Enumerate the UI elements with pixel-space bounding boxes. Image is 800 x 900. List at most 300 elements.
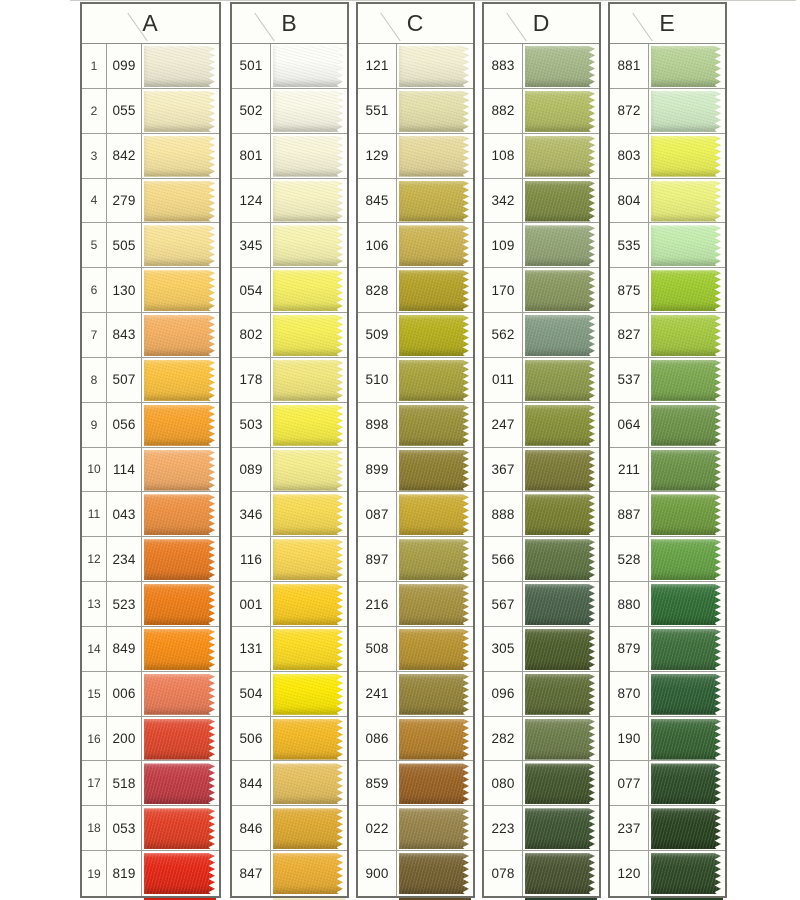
swatch-cell — [523, 89, 599, 133]
thread-row — [232, 268, 347, 313]
thread-ribbon — [651, 808, 721, 849]
swatch-cell — [523, 582, 599, 626]
thread-row — [610, 806, 725, 851]
thread-row — [358, 89, 473, 134]
swatch-cell — [397, 89, 473, 133]
thread-ribbon — [399, 360, 469, 401]
thread-code: 551 — [358, 89, 397, 133]
thread-code: 828 — [358, 268, 397, 312]
thread-ribbon — [399, 808, 469, 849]
thread-ribbon — [525, 46, 595, 87]
header-letter: D — [532, 10, 551, 36]
swatch-cell — [397, 134, 473, 178]
thread-row — [82, 806, 219, 851]
swatch-cell — [271, 672, 347, 716]
thread-ribbon — [144, 808, 215, 849]
thread-code: 170 — [484, 268, 523, 312]
thread-row — [358, 806, 473, 851]
column-header — [232, 4, 347, 44]
thread-row — [232, 582, 347, 627]
thread-row — [610, 134, 725, 179]
swatch-cell — [523, 537, 599, 581]
row-number: 12 — [82, 537, 107, 581]
thread-ribbon — [144, 315, 215, 356]
row-number: 8 — [82, 358, 107, 402]
swatch-cell — [142, 403, 219, 447]
header-letter: A — [142, 10, 159, 36]
thread-code: 055 — [107, 89, 142, 133]
swatch-cell — [142, 672, 219, 716]
thread-ribbon — [525, 225, 595, 266]
thread-row — [484, 806, 599, 851]
thread-code: 130 — [107, 268, 142, 312]
column-E — [608, 2, 727, 898]
swatch-cell — [649, 179, 725, 223]
column-header — [358, 4, 473, 44]
thread-row — [484, 223, 599, 268]
thread-ribbon — [273, 136, 343, 177]
thread-ribbon — [651, 315, 721, 356]
thread-row — [232, 672, 347, 717]
thread-row — [82, 223, 219, 268]
swatch-cell — [271, 313, 347, 357]
thread-ribbon — [525, 719, 595, 760]
thread-row — [358, 672, 473, 717]
thread-code: 900 — [358, 851, 397, 896]
thread-ribbon — [273, 181, 343, 222]
thread-code: 080 — [484, 761, 523, 805]
thread-row — [610, 44, 725, 89]
thread-ribbon — [651, 539, 721, 580]
thread-row — [82, 717, 219, 762]
thread-code: 819 — [107, 851, 142, 896]
column-A — [80, 2, 221, 898]
thread-code: 053 — [107, 806, 142, 850]
swatch-cell — [142, 313, 219, 357]
swatch-cell — [397, 806, 473, 850]
row-number: 5 — [82, 223, 107, 267]
header-letter: E — [659, 10, 676, 36]
thread-ribbon — [273, 853, 343, 894]
thread-code: 216 — [358, 582, 397, 626]
thread-ribbon — [399, 450, 469, 491]
swatch-cell — [142, 448, 219, 492]
thread-ribbon — [144, 584, 215, 625]
swatch-cell — [397, 537, 473, 581]
thread-row — [484, 627, 599, 672]
thread-row — [232, 223, 347, 268]
thread-ribbon — [144, 360, 215, 401]
thread-code: 001 — [232, 582, 271, 626]
swatch-cell — [523, 313, 599, 357]
thread-code: 802 — [232, 313, 271, 357]
thread-row — [610, 358, 725, 403]
swatch-cell — [142, 717, 219, 761]
thread-row — [232, 851, 347, 896]
thread-ribbon — [525, 629, 595, 670]
thread-ribbon — [144, 225, 215, 266]
swatch-cell — [142, 537, 219, 581]
thread-row — [232, 44, 347, 89]
column-D — [482, 2, 601, 898]
thread-code: 849 — [107, 627, 142, 671]
thread-code: 888 — [484, 492, 523, 536]
thread-ribbon — [273, 360, 343, 401]
thread-row — [232, 179, 347, 224]
thread-code: 883 — [484, 44, 523, 88]
thread-ribbon — [273, 763, 343, 804]
thread-row — [358, 223, 473, 268]
thread-ribbon — [144, 136, 215, 177]
thread-code: 562 — [484, 313, 523, 357]
swatch-cell — [397, 761, 473, 805]
thread-row — [484, 44, 599, 89]
thread-ribbon — [273, 674, 343, 715]
thread-ribbon — [525, 91, 595, 132]
thread-code: 078 — [484, 851, 523, 896]
thread-row — [358, 403, 473, 448]
thread-row — [82, 851, 219, 896]
thread-ribbon — [525, 181, 595, 222]
thread-ribbon — [525, 763, 595, 804]
swatch-cell — [523, 268, 599, 312]
row-number: 6 — [82, 268, 107, 312]
swatch-cell — [271, 134, 347, 178]
thread-ribbon — [525, 539, 595, 580]
thread-code: 114 — [107, 448, 142, 492]
thread-ribbon — [525, 853, 595, 894]
thread-row — [484, 851, 599, 896]
swatch-cell — [271, 492, 347, 536]
thread-row — [610, 761, 725, 806]
swatch-cell — [142, 89, 219, 133]
thread-ribbon — [651, 46, 721, 87]
thread-ribbon — [525, 360, 595, 401]
thread-ribbon — [144, 270, 215, 311]
swatch-cell — [397, 223, 473, 267]
thread-ribbon — [144, 763, 215, 804]
thread-row — [610, 717, 725, 762]
swatch-cell — [271, 806, 347, 850]
row-number: 4 — [82, 179, 107, 223]
thread-row — [232, 89, 347, 134]
row-number: 10 — [82, 448, 107, 492]
thread-code: 899 — [358, 448, 397, 492]
swatch-cell — [397, 851, 473, 896]
thread-row — [610, 89, 725, 134]
thread-ribbon — [144, 450, 215, 491]
row-number: 17 — [82, 761, 107, 805]
thread-code: 006 — [107, 672, 142, 716]
top-scan-edge — [70, 0, 796, 1]
swatch-cell — [649, 761, 725, 805]
thread-ribbon — [399, 270, 469, 311]
thread-code: 190 — [610, 717, 649, 761]
thread-row — [484, 492, 599, 537]
thread-code: 129 — [358, 134, 397, 178]
swatch-cell — [649, 672, 725, 716]
thread-code: 247 — [484, 403, 523, 447]
thread-row — [82, 313, 219, 358]
thread-code: 022 — [358, 806, 397, 850]
thread-code: 501 — [232, 44, 271, 88]
thread-ribbon — [144, 91, 215, 132]
thread-code: 056 — [107, 403, 142, 447]
thread-ribbon — [144, 853, 215, 894]
thread-row — [484, 537, 599, 582]
thread-row — [82, 134, 219, 179]
thread-code: 077 — [610, 761, 649, 805]
thread-ribbon — [273, 494, 343, 535]
thread-row — [232, 134, 347, 179]
swatch-cell — [271, 761, 347, 805]
swatch-cell — [523, 717, 599, 761]
swatch-cell — [523, 358, 599, 402]
thread-ribbon — [651, 181, 721, 222]
thread-code: 535 — [610, 223, 649, 267]
thread-ribbon — [399, 315, 469, 356]
thread-code: 054 — [232, 268, 271, 312]
swatch-cell — [397, 717, 473, 761]
thread-ribbon — [651, 91, 721, 132]
thread-row — [232, 448, 347, 493]
thread-ribbon — [525, 270, 595, 311]
swatch-cell — [397, 268, 473, 312]
swatch-cell — [271, 448, 347, 492]
thread-code: 346 — [232, 492, 271, 536]
thread-row — [358, 492, 473, 537]
thread-row — [484, 179, 599, 224]
thread-code: 241 — [358, 672, 397, 716]
thread-code: 880 — [610, 582, 649, 626]
thread-code: 011 — [484, 358, 523, 402]
thread-ribbon — [144, 494, 215, 535]
thread-ribbon — [144, 629, 215, 670]
thread-code: 043 — [107, 492, 142, 536]
thread-code: 505 — [107, 223, 142, 267]
thread-ribbon — [273, 539, 343, 580]
thread-code: 510 — [358, 358, 397, 402]
thread-code: 223 — [484, 806, 523, 850]
swatch-cell — [523, 627, 599, 671]
thread-ribbon — [651, 763, 721, 804]
thread-code: 087 — [358, 492, 397, 536]
thread-ribbon — [399, 405, 469, 446]
thread-row — [484, 448, 599, 493]
thread-row — [232, 492, 347, 537]
thread-row — [358, 44, 473, 89]
thread-code: 803 — [610, 134, 649, 178]
thread-code: 882 — [484, 89, 523, 133]
swatch-cell — [142, 627, 219, 671]
swatch-cell — [523, 179, 599, 223]
thread-row — [484, 672, 599, 717]
thread-code: 237 — [610, 806, 649, 850]
swatch-cell — [523, 403, 599, 447]
thread-row — [610, 313, 725, 358]
thread-ribbon — [273, 719, 343, 760]
thread-ribbon — [144, 719, 215, 760]
swatch-cell — [649, 537, 725, 581]
thread-ribbon — [651, 360, 721, 401]
thread-ribbon — [525, 136, 595, 177]
swatch-cell — [271, 627, 347, 671]
column-header — [610, 4, 725, 44]
thread-code: 847 — [232, 851, 271, 896]
thread-row — [358, 313, 473, 358]
thread-code: 507 — [107, 358, 142, 402]
swatch-cell — [397, 627, 473, 671]
header-letter: C — [406, 10, 425, 36]
swatch-cell — [142, 851, 219, 896]
thread-ribbon — [399, 494, 469, 535]
thread-ribbon — [399, 539, 469, 580]
thread-row — [358, 537, 473, 582]
thread-row — [82, 358, 219, 403]
swatch-cell — [271, 403, 347, 447]
thread-code: 567 — [484, 582, 523, 626]
thread-code: 898 — [358, 403, 397, 447]
column-C — [356, 2, 475, 898]
thread-row — [610, 537, 725, 582]
thread-row — [82, 582, 219, 627]
swatch-cell — [649, 806, 725, 850]
thread-code: 897 — [358, 537, 397, 581]
thread-ribbon — [525, 405, 595, 446]
thread-ribbon — [525, 494, 595, 535]
thread-ribbon — [399, 584, 469, 625]
thread-row — [232, 313, 347, 358]
swatch-cell — [649, 358, 725, 402]
swatch-cell — [397, 672, 473, 716]
thread-ribbon — [651, 853, 721, 894]
thread-row — [610, 851, 725, 896]
thread-row — [82, 672, 219, 717]
thread-ribbon — [399, 763, 469, 804]
swatch-cell — [523, 223, 599, 267]
thread-ribbon — [651, 719, 721, 760]
thread-ribbon — [525, 315, 595, 356]
swatch-cell — [649, 268, 725, 312]
thread-code: 844 — [232, 761, 271, 805]
swatch-cell — [397, 313, 473, 357]
thread-code: 234 — [107, 537, 142, 581]
thread-row — [610, 672, 725, 717]
swatch-cell — [271, 358, 347, 402]
swatch-cell — [649, 223, 725, 267]
thread-ribbon — [144, 405, 215, 446]
swatch-cell — [271, 717, 347, 761]
thread-row — [358, 717, 473, 762]
thread-code: 503 — [232, 403, 271, 447]
row-number: 11 — [82, 492, 107, 536]
row-number: 15 — [82, 672, 107, 716]
thread-ribbon — [273, 270, 343, 311]
row-number: 1 — [82, 44, 107, 88]
column-header — [484, 4, 599, 44]
thread-ribbon — [273, 629, 343, 670]
thread-row — [484, 717, 599, 762]
swatch-cell — [523, 761, 599, 805]
thread-row — [232, 403, 347, 448]
thread-ribbon — [399, 674, 469, 715]
thread-code: 881 — [610, 44, 649, 88]
thread-code: 099 — [107, 44, 142, 88]
thread-code: 872 — [610, 89, 649, 133]
thread-ribbon — [399, 46, 469, 87]
thread-row — [232, 627, 347, 672]
thread-code: 518 — [107, 761, 142, 805]
swatch-cell — [397, 44, 473, 88]
thread-row — [610, 492, 725, 537]
swatch-cell — [271, 44, 347, 88]
thread-row — [82, 403, 219, 448]
thread-row — [82, 761, 219, 806]
thread-row — [358, 268, 473, 313]
thread-code: 566 — [484, 537, 523, 581]
thread-code: 124 — [232, 179, 271, 223]
thread-code: 089 — [232, 448, 271, 492]
thread-code: 509 — [358, 313, 397, 357]
swatch-cell — [271, 582, 347, 626]
thread-ribbon — [651, 405, 721, 446]
swatch-cell — [649, 717, 725, 761]
swatch-cell — [142, 223, 219, 267]
row-number: 16 — [82, 717, 107, 761]
thread-code: 859 — [358, 761, 397, 805]
swatch-cell — [397, 492, 473, 536]
thread-ribbon — [651, 225, 721, 266]
thread-code: 528 — [610, 537, 649, 581]
thread-code: 064 — [610, 403, 649, 447]
row-number: 14 — [82, 627, 107, 671]
swatch-cell — [142, 268, 219, 312]
thread-ribbon — [399, 853, 469, 894]
thread-row — [484, 582, 599, 627]
thread-ribbon — [273, 584, 343, 625]
thread-row — [484, 313, 599, 358]
thread-row — [82, 179, 219, 224]
thread-row — [484, 403, 599, 448]
thread-code: 200 — [107, 717, 142, 761]
thread-code: 875 — [610, 268, 649, 312]
thread-row — [232, 761, 347, 806]
swatch-cell — [142, 806, 219, 850]
thread-code: 842 — [107, 134, 142, 178]
thread-code: 879 — [610, 627, 649, 671]
swatch-cell — [523, 134, 599, 178]
thread-code: 870 — [610, 672, 649, 716]
thread-row — [484, 358, 599, 403]
swatch-cell — [649, 313, 725, 357]
swatch-cell — [271, 537, 347, 581]
thread-row — [232, 717, 347, 762]
thread-ribbon — [399, 91, 469, 132]
thread-code: 367 — [484, 448, 523, 492]
thread-ribbon — [651, 450, 721, 491]
swatch-cell — [271, 179, 347, 223]
row-number: 19 — [82, 851, 107, 896]
thread-ribbon — [525, 808, 595, 849]
thread-code: 887 — [610, 492, 649, 536]
thread-code: 106 — [358, 223, 397, 267]
thread-ribbon — [525, 450, 595, 491]
thread-row — [358, 358, 473, 403]
swatch-cell — [142, 44, 219, 88]
thread-row — [358, 761, 473, 806]
swatch-cell — [142, 134, 219, 178]
thread-ribbon — [144, 181, 215, 222]
